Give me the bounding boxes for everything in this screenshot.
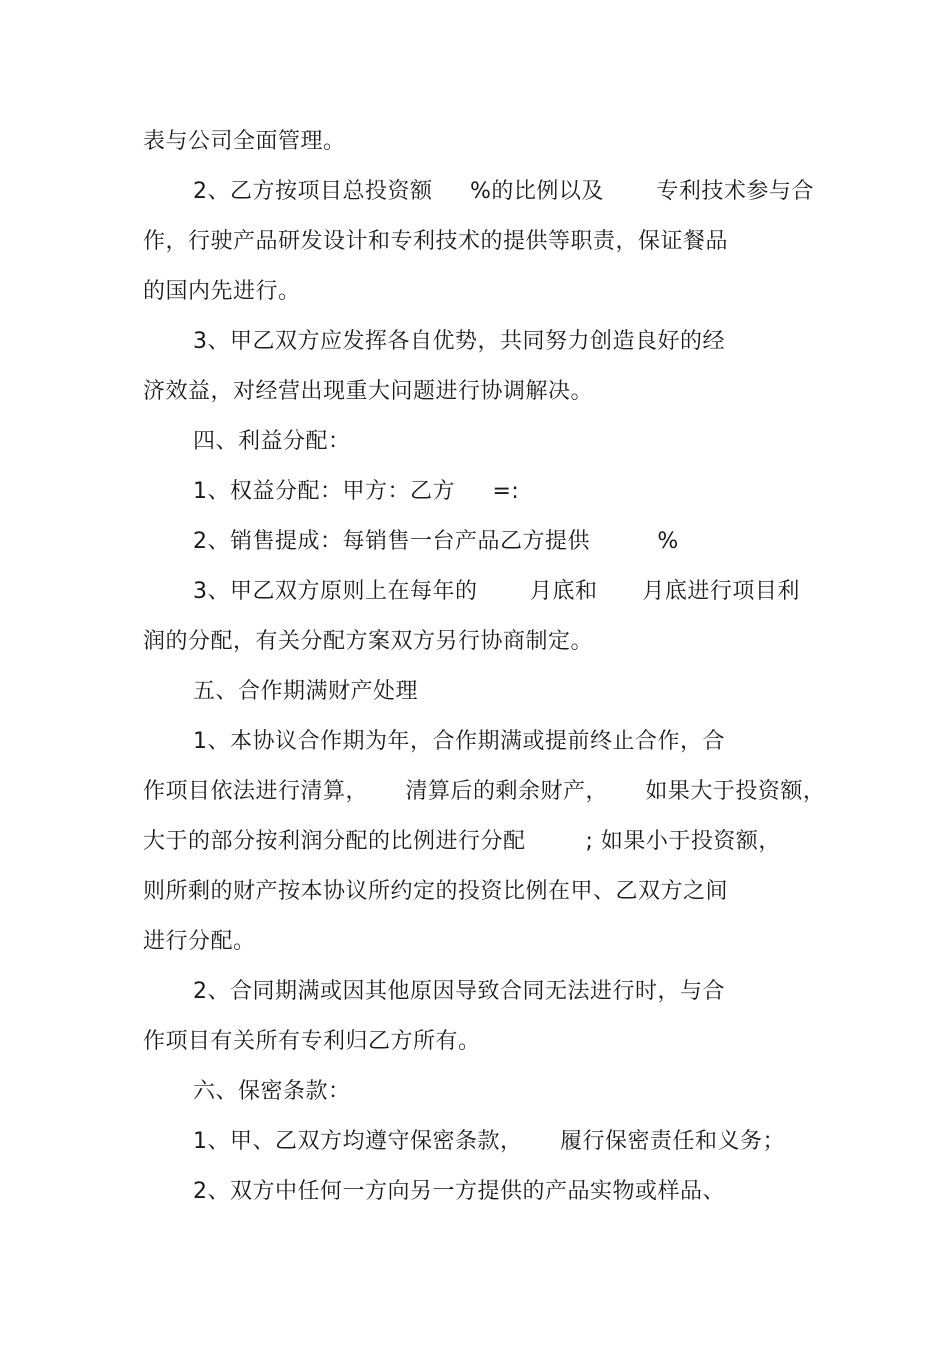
text-line: 作项目依法进行清算， 清算后的剩余财产， 如果大于投资额， [143,779,826,804]
text-line: 3、甲乙双方原则上在每年的 月底和 月底进行项目利 [193,579,800,604]
section-heading: 四、利益分配： [193,429,351,454]
text-line: 2、销售提成：每销售一台产品乙方提供 % [193,529,679,554]
text-line: 1、权益分配：甲方：乙方 =: [193,479,520,504]
text-line: 2、合同期满或因其他原因导致合同无法进行时，与合 [193,979,725,1004]
text-line: 作，行驶产品研发设计和专利技术的提供等职责，保证餐品 [143,229,729,254]
text-line: 表与公司全面管理。 [143,129,346,154]
text-line: 润的分配，有关分配方案双方另行协商制定。 [143,629,594,654]
text-line: 1、甲、乙双方均遵守保密条款， 履行保密责任和义务； [193,1129,785,1154]
text-line: 作项目有关所有专利归乙方所有。 [143,1029,481,1054]
text-line: 进行分配。 [143,929,256,954]
text-line: 大于的部分按利润分配的比例进行分配 ; 如果小于投资额， [143,829,781,854]
text-line: 2、双方中任何一方向另一方提供的产品实物或样品、 [193,1179,725,1204]
section-heading: 五、合作期满财产处理 [193,679,419,704]
text-line: 1、本协议合作期为年，合作期满或提前终止合作，合 [193,729,725,754]
text-line: 2、乙方按项目总投资额 %的比例以及 专利技术参与合 [193,179,814,204]
text-line: 济效益，对经营出现重大问题进行协调解决。 [143,379,594,404]
text-line: 的国内先进行。 [143,279,301,304]
text-line: 3、甲乙双方应发挥各自优势，共同努力创造良好的经 [193,329,725,354]
text-line: 则所剩的财产按本协议所约定的投资比例在甲、乙双方之间 [143,879,729,904]
section-heading: 六、保密条款： [193,1079,351,1104]
